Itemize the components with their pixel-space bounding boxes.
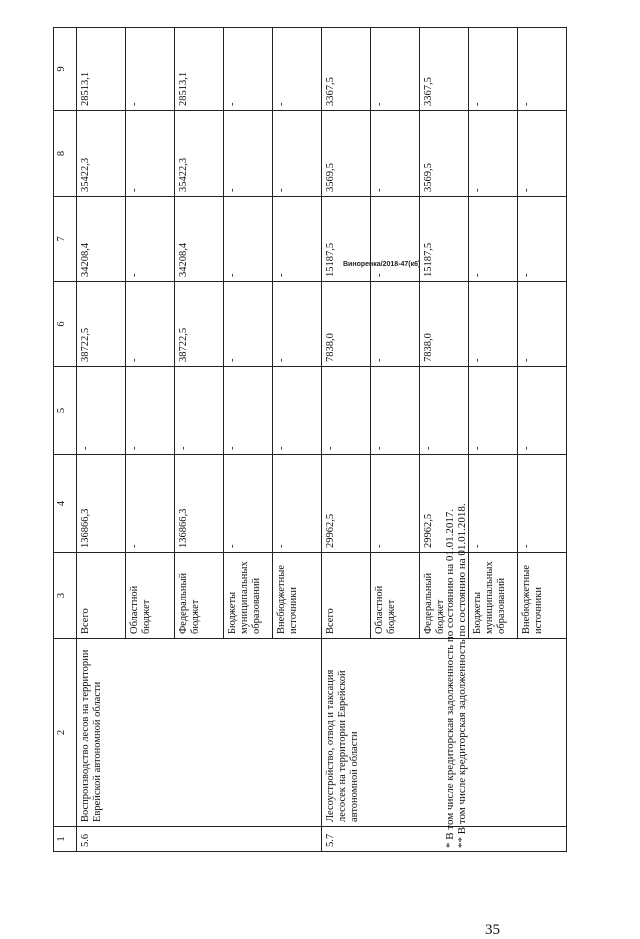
- document-stamp: Виноренка/2018-47(к6): [343, 261, 421, 268]
- funding-source: Федеральный бюджет: [420, 553, 469, 639]
- col-header: 4: [54, 455, 77, 553]
- value-cell: -: [224, 455, 273, 553]
- value-cell: -: [126, 282, 175, 367]
- value-cell: 28513,1: [175, 28, 224, 111]
- section-name: Воспроизводство лесов на территории Еврейской автономной области: [77, 639, 322, 827]
- value-cell: -: [469, 282, 518, 367]
- value-cell: 35422,3: [77, 111, 126, 197]
- funding-source: Внебюджетные источники: [273, 553, 322, 639]
- value-cell: 34208,4: [175, 197, 224, 282]
- value-cell: 3367,5: [322, 28, 371, 111]
- value-cell: -: [469, 197, 518, 282]
- table-body: [77, 28, 567, 852]
- table-row: [77, 28, 126, 852]
- value-cell: -: [371, 28, 420, 111]
- value-cell: -: [469, 455, 518, 553]
- funding-source: Бюджеты муниципальных образований: [224, 553, 273, 639]
- value-cell: 3569,5: [322, 111, 371, 197]
- value-cell: -: [126, 455, 175, 553]
- value-cell: -: [273, 455, 322, 553]
- value-cell: -: [126, 111, 175, 197]
- value-cell: -: [77, 367, 126, 455]
- funding-source: Бюджеты муниципальных образований: [469, 553, 518, 639]
- value-cell: -: [224, 197, 273, 282]
- value-cell: -: [126, 28, 175, 111]
- value-cell: -: [371, 197, 420, 282]
- value-cell: -: [518, 111, 567, 197]
- value-cell: 38722,5: [77, 282, 126, 367]
- rotated-page: [53, 28, 545, 938]
- value-cell: -: [273, 282, 322, 367]
- value-cell: 136866,3: [77, 455, 126, 553]
- value-cell: -: [273, 197, 322, 282]
- value-cell: -: [322, 367, 371, 455]
- value-cell: 3367,5: [420, 28, 469, 111]
- value-cell: 29962,5: [322, 455, 371, 553]
- value-cell: -: [518, 455, 567, 553]
- page-number: 35: [485, 922, 500, 938]
- value-cell: -: [175, 367, 224, 455]
- col-header: 2: [54, 639, 77, 827]
- col-header: 6: [54, 282, 77, 367]
- funding-source: Федеральный бюджет: [175, 553, 224, 639]
- value-cell: 15187,5: [322, 197, 371, 282]
- value-cell: -: [469, 367, 518, 455]
- footnote: ** В том числе кредиторская задолженность по состоянию на 01.01.2018.: [455, 503, 468, 848]
- col-header: 3: [54, 553, 77, 639]
- col-header: 8: [54, 111, 77, 197]
- value-cell: 7838,0: [420, 282, 469, 367]
- header-row: [54, 28, 77, 852]
- value-cell: -: [518, 282, 567, 367]
- value-cell: -: [469, 28, 518, 111]
- funding-source: Всего: [77, 553, 126, 639]
- value-cell: 35422,3: [175, 111, 224, 197]
- value-cell: -: [224, 28, 273, 111]
- value-cell: -: [126, 197, 175, 282]
- value-cell: 28513,1: [77, 28, 126, 111]
- col-header: 7: [54, 197, 77, 282]
- funding-source: Областной бюджет: [126, 553, 175, 639]
- section-id: 5.7: [322, 827, 567, 852]
- col-header: 5: [54, 367, 77, 455]
- value-cell: -: [469, 111, 518, 197]
- value-cell: -: [371, 455, 420, 553]
- funding-source: Внебюджетные источники: [518, 553, 567, 639]
- value-cell: -: [224, 282, 273, 367]
- value-cell: -: [371, 367, 420, 455]
- footnotes: [445, 503, 468, 848]
- value-cell: 7838,0: [322, 282, 371, 367]
- value-cell: -: [371, 111, 420, 197]
- value-cell: -: [273, 111, 322, 197]
- value-cell: 38722,5: [175, 282, 224, 367]
- value-cell: -: [518, 197, 567, 282]
- table-row: [322, 28, 371, 852]
- value-cell: -: [224, 111, 273, 197]
- value-cell: 15187,5: [420, 197, 469, 282]
- value-cell: 136866,3: [175, 455, 224, 553]
- value-cell: -: [518, 367, 567, 455]
- value-cell: 3569,5: [420, 111, 469, 197]
- col-header: 9: [54, 28, 77, 111]
- value-cell: -: [224, 367, 273, 455]
- section-name: Лесоустройство, отвод и таксация лесосек на территории Еврейской автономной области: [322, 639, 567, 827]
- value-cell: -: [273, 28, 322, 111]
- footnote: * В том числе кредиторская задолженность по состоянию на 01.01.2017.: [444, 508, 456, 848]
- funding-source: Всего: [322, 553, 371, 639]
- section-id: 5.6: [77, 827, 322, 852]
- value-cell: 34208,4: [77, 197, 126, 282]
- value-cell: -: [420, 367, 469, 455]
- value-cell: -: [126, 367, 175, 455]
- value-cell: -: [518, 28, 567, 111]
- value-cell: 29962,5: [420, 455, 469, 553]
- value-cell: -: [273, 367, 322, 455]
- value-cell: -: [371, 282, 420, 367]
- funding-source: Областной бюджет: [371, 553, 420, 639]
- col-header: 1: [54, 827, 77, 852]
- budget-table: [53, 27, 567, 852]
